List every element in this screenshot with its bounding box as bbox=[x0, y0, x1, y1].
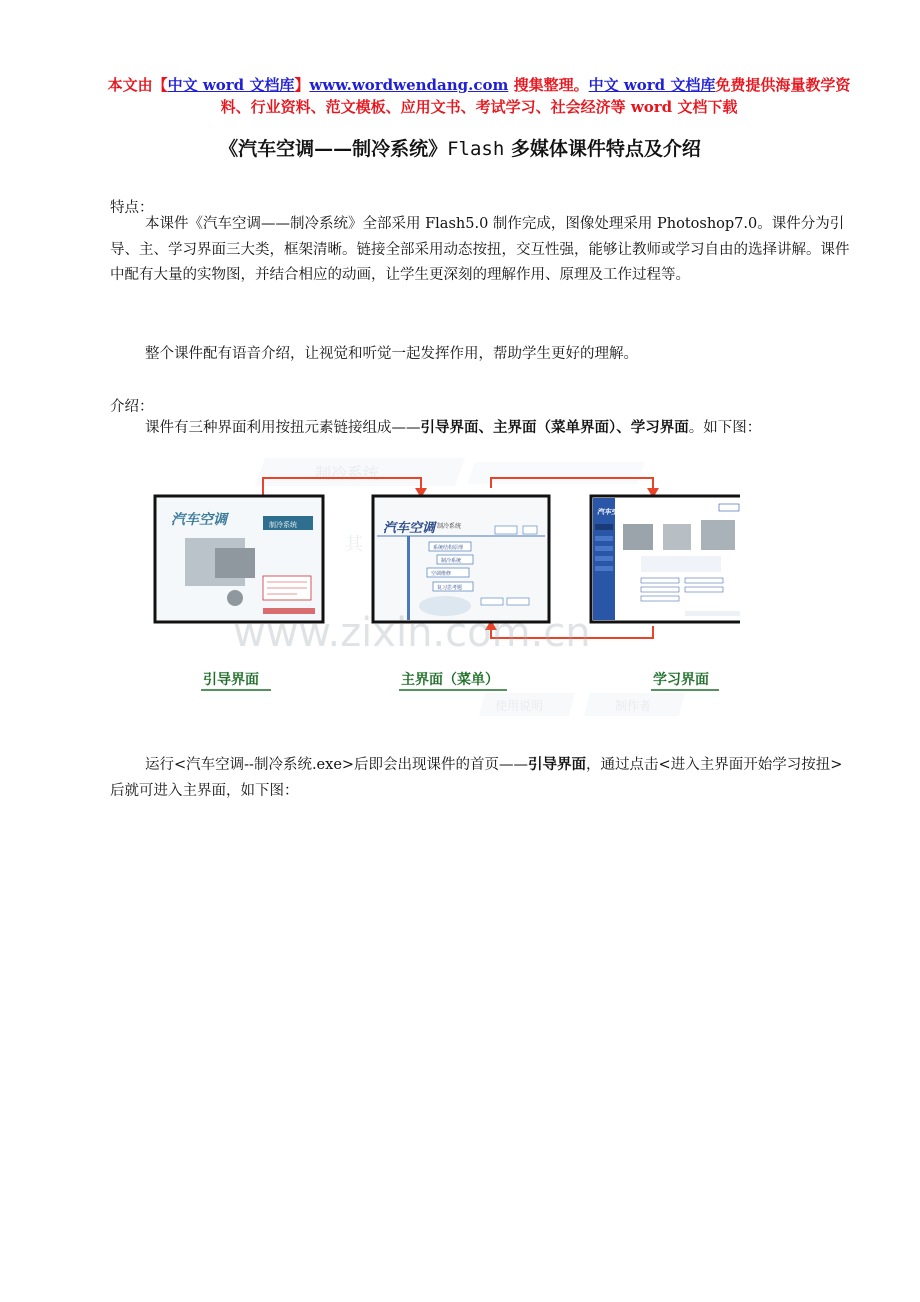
intro-heading: 介绍： bbox=[110, 399, 154, 415]
svg-text:系统结构原理: 系统结构原理 bbox=[433, 545, 464, 551]
guide-subtitle: 制冷系统 bbox=[269, 521, 297, 529]
title-part-1: 《汽车空调——制冷系统》 bbox=[219, 138, 448, 160]
guide-screen-thumbnail bbox=[155, 496, 323, 622]
document-title bbox=[100, 134, 820, 161]
main-menu-item-1 bbox=[429, 542, 471, 551]
interface-diagram bbox=[145, 448, 740, 720]
header-line-1 bbox=[100, 74, 858, 96]
intro-bold: 引导界面、主界面（菜单界面）、学习界面 bbox=[420, 419, 689, 436]
main-menu-item-3 bbox=[427, 568, 469, 577]
header-prefix: 本文由【 bbox=[107, 76, 168, 94]
main-logo: 汽车空调 bbox=[383, 521, 436, 536]
study-screen-thumbnail bbox=[591, 496, 740, 622]
main-subtitle: 制冷系统 bbox=[437, 523, 462, 530]
link-word-library[interactable]: 中文 word 文档库 bbox=[167, 76, 295, 94]
intro-text-end: 。如下图： bbox=[688, 420, 762, 436]
header-mid: 搜集整理。 bbox=[508, 76, 589, 94]
run-bold: 引导界面 bbox=[528, 756, 587, 773]
svg-text:复习思考题: 复习思考题 bbox=[437, 585, 463, 591]
features-paragraph-2: 整个课件配有语音介绍，让视觉和听觉一起发挥作用，帮助学生更好的理解。 bbox=[145, 346, 638, 362]
main-menu-item-2 bbox=[437, 555, 473, 564]
bg-text-bottom-2: 制作者 bbox=[615, 699, 652, 713]
bg-text-left: 其 bbox=[345, 534, 363, 555]
run-text: 运行<汽车空调--制冷系统.exe>后即会出现课件的首页—— bbox=[145, 757, 529, 773]
features-paragraph-1: 本课件《汽车空调——制冷系统》全部采用 Flash5.0 制作完成，图像处理采用 Photoshop7.0。课件分为引导、主、学习界面三大类，框架清晰。链接全部采用动态按扭，交互性强，能够让教师或学习自由的选择讲解。课件中配有大量的实物图，并结合相应的动画，让学生更深刻的理解作用、原理及工作过程等。 bbox=[110, 216, 850, 283]
main-screen-thumbnail bbox=[373, 496, 549, 622]
label-guide: 引导界面 bbox=[203, 672, 259, 688]
study-logo: 汽车空调 bbox=[597, 508, 625, 516]
svg-text:空调维修: 空调维修 bbox=[431, 571, 452, 577]
label-main: 主界面（菜单） bbox=[401, 672, 499, 688]
link-wordwendang[interactable]: www.wordwendang.com bbox=[309, 76, 509, 94]
features-heading: 特点： bbox=[110, 200, 154, 216]
run-text-end: ，通过点击<进入主界面开始学习按扭>后就可进入主界面，如下图： bbox=[110, 757, 843, 799]
run-paragraph bbox=[110, 752, 850, 804]
interface-diagram-svg bbox=[145, 448, 740, 720]
source-header bbox=[100, 74, 858, 118]
header-suffix: 免费提供海量教学资 bbox=[715, 76, 851, 94]
main-menu-item-4 bbox=[433, 582, 473, 591]
title-flash: Flash bbox=[447, 138, 505, 160]
header-line-2: 料、行业资料、范文模板、应用文书、考试学习、社会经济等 word 文档下载 bbox=[220, 98, 738, 116]
bg-text-top: 制冷系统 bbox=[315, 464, 380, 483]
header-bracket: 】 bbox=[294, 76, 310, 94]
guide-title: 汽车空调 bbox=[171, 512, 227, 528]
watermark-text: www.zixin.com.cn bbox=[233, 610, 591, 656]
title-part-2: 多媒体课件特点及介绍 bbox=[504, 138, 701, 160]
svg-text:制冷系统: 制冷系统 bbox=[441, 558, 462, 564]
bg-text-bottom-1: 使用说明 bbox=[495, 699, 544, 713]
label-study: 学习界面 bbox=[653, 672, 709, 688]
link-word-library-2[interactable]: 中文 word 文档库 bbox=[588, 76, 716, 94]
intro-text: 课件有三种界面利用按扭元素链接组成—— bbox=[145, 420, 421, 436]
intro-paragraph bbox=[110, 415, 850, 442]
